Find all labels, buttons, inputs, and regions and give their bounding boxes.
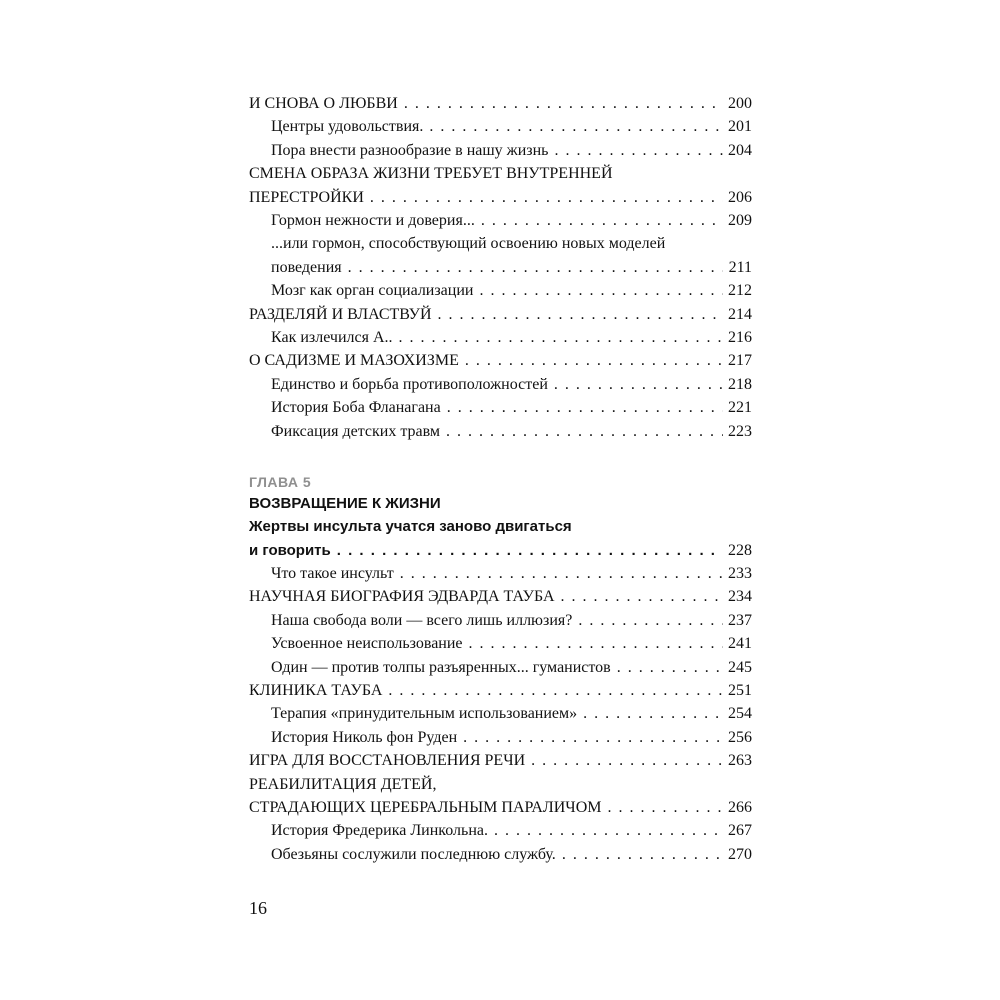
leader-dots <box>531 749 723 772</box>
entry-text: Жертвы инсульта учатся заново двигаться <box>249 518 572 536</box>
entry-text: Как излечился А.. <box>271 329 393 347</box>
leader-dots <box>554 373 723 396</box>
toc-section-2 <box>249 562 752 866</box>
page-number: 204 <box>728 141 752 159</box>
leader-dots <box>578 609 723 632</box>
page-number: 254 <box>728 705 752 723</box>
toc-entry <box>249 726 752 749</box>
page-number: 234 <box>728 588 752 606</box>
leader-dots <box>617 656 723 679</box>
entry-text: поведения <box>271 258 342 276</box>
page-number: 263 <box>728 752 752 770</box>
entry-text: НАУЧНАЯ БИОГРАФИЯ ЭДВАРДА ТАУБА <box>249 588 555 606</box>
entry-text: и говорить <box>249 541 331 559</box>
page-number: 237 <box>728 611 752 629</box>
page-number: 245 <box>728 658 752 676</box>
toc-entry <box>249 303 752 326</box>
entry-text: ...или гормон, способствующий освоению новых моделей <box>271 235 666 253</box>
leader-dots <box>429 115 723 138</box>
entry-text: О САДИЗМЕ И МАЗОХИЗМЕ <box>249 352 459 370</box>
leader-dots <box>583 702 723 725</box>
entry-text: РАЗДЕЛЯЙ И ВЛАСТВУЙ <box>249 305 432 323</box>
toc-entry <box>249 632 752 655</box>
toc-entry <box>249 819 752 842</box>
toc-entry <box>249 373 752 396</box>
toc-entry <box>249 679 752 702</box>
toc-entry <box>249 92 752 115</box>
leader-dots <box>465 349 723 372</box>
page-number: 241 <box>728 635 752 653</box>
leader-dots <box>388 679 723 702</box>
page-number: 212 <box>728 282 752 300</box>
entry-text: Пора внести разнообразие в нашу жизнь <box>271 141 549 159</box>
leader-dots <box>481 209 723 232</box>
entry-text: КЛИНИКА ТАУБА <box>249 681 383 699</box>
page-number: 223 <box>728 422 752 440</box>
entry-text: История Боба Фланагана <box>271 399 441 417</box>
leader-dots <box>562 843 723 866</box>
entry-text: Обезьяны сослужили последнюю службу. <box>271 845 556 863</box>
chapter-subtitle-line2 <box>249 539 752 562</box>
page-number: 228 <box>728 541 752 559</box>
page-number: 216 <box>728 329 752 347</box>
leader-dots <box>479 279 723 302</box>
toc-entry <box>249 609 752 632</box>
page-folio: 16 <box>249 898 267 918</box>
toc-entry <box>249 209 752 232</box>
toc-entry <box>249 396 752 419</box>
leader-dots <box>469 632 723 655</box>
entry-text: Один — против толпы разъяренных... гуманистов <box>271 658 611 676</box>
page-number: 201 <box>728 118 752 136</box>
leader-dots <box>399 326 723 349</box>
leader-dots <box>463 726 723 749</box>
leader-dots <box>554 139 723 162</box>
page-number: 217 <box>728 352 752 370</box>
page-number: 200 <box>728 95 752 112</box>
toc-entry <box>249 349 752 372</box>
entry-text: ПЕРЕСТРОЙКИ <box>249 188 364 206</box>
entry-text: Усвоенное неиспользование <box>271 635 463 653</box>
page-number: 206 <box>728 188 752 206</box>
toc-entry <box>249 256 752 279</box>
leader-dots <box>607 796 723 819</box>
toc-entry <box>249 843 752 866</box>
leader-dots <box>446 420 723 443</box>
leader-dots <box>404 92 723 115</box>
toc-entry <box>249 326 752 349</box>
leader-dots <box>348 256 723 279</box>
leader-dots <box>561 585 723 608</box>
toc-entry <box>249 585 752 608</box>
page-number: 233 <box>728 564 752 582</box>
table-of-contents <box>249 92 752 866</box>
entry-text: История Николь фон Руден <box>271 728 458 746</box>
toc-entry <box>249 656 752 679</box>
toc-entry <box>249 702 752 725</box>
entry-text: Центры удовольствия. <box>271 118 424 136</box>
toc-entry <box>249 279 752 302</box>
page-number: 270 <box>728 845 752 863</box>
page-number: 266 <box>728 798 752 816</box>
page-number: 251 <box>728 681 752 699</box>
toc-entry <box>249 186 752 209</box>
entry-text: Гормон нежности и доверия... <box>271 212 475 230</box>
entry-text: СМЕНА ОБРАЗА ЖИЗНИ ТРЕБУЕТ ВНУТРЕННЕЙ <box>249 165 613 183</box>
toc-entry <box>249 749 752 772</box>
toc-entry <box>249 232 752 255</box>
entry-text: Мозг как орган социализации <box>271 282 474 300</box>
entry-text: Единство и борьба противоположностей <box>271 375 548 393</box>
entry-text: Фиксация детских травм <box>271 422 441 440</box>
toc-entry <box>249 139 752 162</box>
toc-entry <box>249 773 752 796</box>
toc-entry <box>249 115 752 138</box>
page-number: 267 <box>728 822 752 840</box>
chapter-title: ВОЗВРАЩЕНИЕ К ЖИЗНИ <box>249 495 441 513</box>
entry-text: Терапия «принудительным использованием» <box>271 705 578 723</box>
entry-text: История Фредерика Линкольна. <box>271 822 488 840</box>
entry-text: ИГРА ДЛЯ ВОССТАНОВЛЕНИЯ РЕЧИ <box>249 752 526 770</box>
leader-dots <box>438 303 723 326</box>
entry-text: Что такое инсульт <box>271 564 394 582</box>
leader-dots <box>370 186 723 209</box>
chapter-label: ГЛАВА 5 <box>249 474 312 491</box>
entry-text: Наша свобода воли — всего лишь иллюзия? <box>271 611 573 629</box>
entry-text: И СНОВА О ЛЮБВИ <box>249 95 398 112</box>
leader-dots <box>337 539 723 562</box>
toc-entry <box>249 562 752 585</box>
chapter-subtitle-line1 <box>249 515 752 538</box>
page-number: 211 <box>728 258 752 276</box>
entry-text: РЕАБИЛИТАЦИЯ ДЕТЕЙ, <box>249 775 437 793</box>
page-number: 256 <box>728 728 752 746</box>
page-number: 218 <box>728 375 752 393</box>
entry-text: СТРАДАЮЩИХ ЦЕРЕБРАЛЬНЫМ ПАРАЛИЧОМ <box>249 798 602 816</box>
leader-dots <box>447 396 723 419</box>
section-spacer <box>249 443 752 467</box>
leader-dots <box>400 562 723 585</box>
page-number: 209 <box>728 212 752 230</box>
toc-entry <box>249 162 752 185</box>
toc-section-1 <box>249 92 752 443</box>
toc-entry <box>249 796 752 819</box>
toc-entry <box>249 420 752 443</box>
page-number: 221 <box>728 399 752 417</box>
page-number: 214 <box>728 305 752 323</box>
leader-dots <box>494 819 723 842</box>
